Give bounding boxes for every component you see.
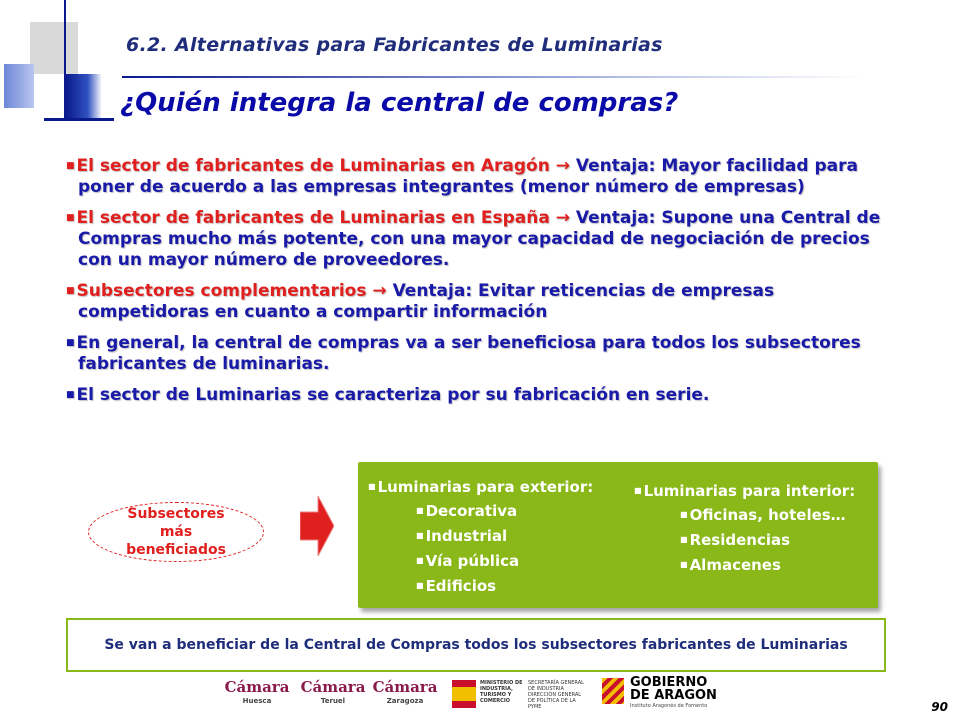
bullet-item: [66, 333, 896, 375]
bullet-square-icon: ■: [66, 161, 75, 171]
conclusion-text: Se van a beneficiar de la Central de Compras todos los subsectores fabricantes de Luminarias: [104, 637, 848, 653]
decor-square-blue-light: [4, 64, 34, 108]
bullet-blue-text: En general, la central de compras va a ser beneficiosa para todos los subsectores fabricantes de luminarias.: [76, 333, 861, 374]
exterior-heading: ■ Luminarias para exterior:: [368, 478, 594, 496]
gobierno-aragon-logo: GOBIERNO DE ARAGON Instituto Aragonés de Fomento: [602, 676, 722, 712]
bullet-square-icon: ■: [416, 531, 424, 540]
red-arrow-icon: [300, 496, 334, 556]
camara-zaragoza-logo: Cámara Zaragoza: [372, 678, 438, 705]
bullet-square-icon: ■: [66, 338, 75, 348]
bullet-item: [66, 208, 896, 271]
bullet-list: [66, 156, 896, 416]
bullet-blue-text: Ventaja: Supone una Central de Compras mucho más potente, con una mayor capacidad de negociación de precios con un mayor número de proveedores.: [78, 208, 881, 270]
conclusion-box: [66, 618, 886, 672]
bullet-item: [66, 281, 896, 323]
interior-heading: ■ Luminarias para interior:: [634, 482, 856, 500]
list-item: ■ Almacenes: [680, 556, 781, 574]
bullet-red-text: El sector de fabricantes de Luminarias en España: [76, 208, 550, 228]
decor-header-rule: [122, 76, 862, 78]
bullet-blue-text: Ventaja: Evitar reticencias de empresas competidoras en cuanto a compartir información: [78, 281, 775, 322]
list-item: ■ Oficinas, hoteles…: [680, 506, 846, 524]
list-item: ■ Residencias: [680, 531, 791, 549]
decor-horizontal-line-short: [44, 118, 114, 121]
bullet-square-icon: ■: [66, 213, 75, 223]
bullet-square-icon: ■: [368, 482, 376, 491]
list-item: ■ Decorativa: [416, 502, 518, 520]
decor-square-gray: [30, 22, 78, 74]
arrow-right-icon: →: [555, 208, 570, 228]
bullet-blue-text: Ventaja: Mayor facilidad para poner de acuerdo a las empresas integrantes (menor número de empresas): [78, 156, 858, 197]
bullet-square-icon: ■: [680, 535, 688, 544]
bullet-square-icon: ■: [680, 560, 688, 569]
spain-coat-of-arms-icon: [452, 680, 476, 708]
bullet-square-icon: ■: [634, 486, 642, 495]
bullet-square-icon: ■: [66, 390, 75, 400]
bullet-blue-text: El sector de Luminarias se caracteriza por su fabricación en serie.: [76, 385, 710, 405]
bullet-item: [66, 156, 896, 198]
bullet-red-text: El sector de fabricantes de Luminarias en Aragón: [76, 156, 550, 176]
list-item: ■ Edificios: [416, 577, 497, 595]
ministry-logo: MINISTERIO DE INDUSTRIA, TURISMO Y COMERCIO SECRETARÍA GENERAL DE INDUSTRIA DIRECCIÓN GENERAL DE POLÍTICA DE LA PYME: [452, 678, 584, 710]
bullet-square-icon: ■: [416, 506, 424, 515]
bullet-square-icon: ■: [680, 510, 688, 519]
slide-title: ¿Quién integra la central de compras?: [120, 88, 679, 118]
decor-square-blue-dark: [66, 74, 102, 120]
bullet-red-text: Subsectores complementarios: [76, 281, 367, 301]
decor-vertical-line: [64, 0, 66, 120]
list-item: ■ Vía pública: [416, 552, 520, 570]
camara-teruel-logo: Cámara Teruel: [300, 678, 366, 705]
arrow-right-icon: →: [372, 281, 387, 301]
bullet-square-icon: ■: [416, 556, 424, 565]
arrow-right-icon: →: [555, 156, 570, 176]
page-number: 90: [931, 700, 948, 714]
beneficiaries-oval: [88, 502, 264, 562]
subsectors-panel: [358, 462, 878, 608]
oval-label: Subsectores más beneficiados: [126, 506, 226, 558]
section-subtitle: 6.2. Alternativas para Fabricantes de Luminarias: [126, 34, 663, 56]
bullet-square-icon: ■: [416, 581, 424, 590]
bullet-item: [66, 385, 896, 406]
bullet-square-icon: ■: [66, 286, 75, 296]
aragon-flag-icon: [602, 678, 624, 704]
camara-huesca-logo: Cámara Huesca: [224, 678, 290, 705]
list-item: ■ Industrial: [416, 527, 508, 545]
